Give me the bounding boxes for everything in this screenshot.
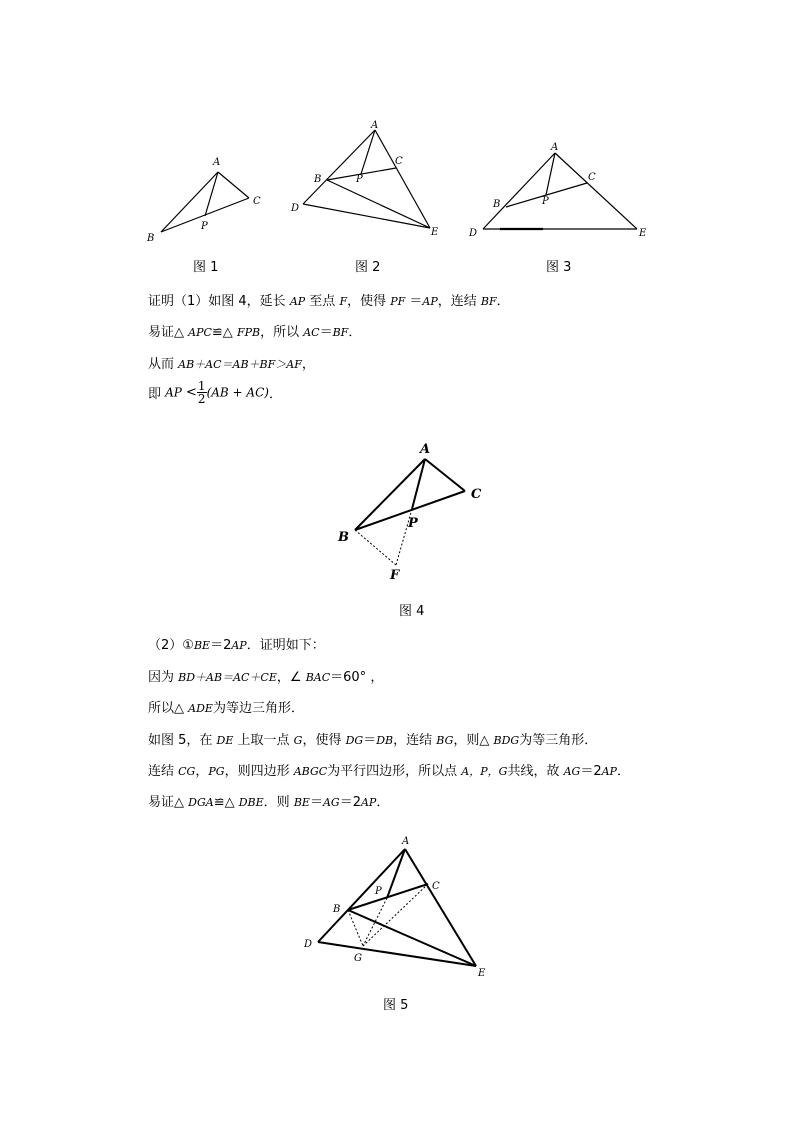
math-var: BDG xyxy=(493,734,520,747)
point-label-G: G xyxy=(354,953,362,964)
math-var: ABGC xyxy=(293,765,328,778)
point-label-P: P xyxy=(356,174,363,185)
proof2-line6 xyxy=(148,791,389,810)
text: ，使得 xyxy=(302,733,346,748)
segment-AP xyxy=(546,153,555,195)
math-var: BG xyxy=(436,734,454,747)
text: ＝ xyxy=(363,733,377,748)
text: ． xyxy=(376,795,390,810)
text: ＝2 xyxy=(339,795,361,810)
segment-AP xyxy=(387,849,405,898)
math-var: AG xyxy=(563,765,581,778)
segment-BF-dotted xyxy=(355,530,396,565)
text: ． xyxy=(268,387,282,402)
text: 连结 xyxy=(148,764,179,779)
math-var: DBE xyxy=(238,796,264,809)
point-label-A: A xyxy=(213,157,221,168)
text: ≌△ xyxy=(213,795,239,810)
point-label-A: A xyxy=(551,142,559,153)
segment-AC xyxy=(425,459,465,491)
math-var: BAC xyxy=(305,671,331,684)
text: 上取一点 xyxy=(233,733,294,748)
point-label-D: D xyxy=(291,203,300,214)
figure-2-diagram xyxy=(285,118,445,243)
text: ．则 xyxy=(263,795,294,810)
text: ，所以 xyxy=(260,325,304,340)
proof2-line5 xyxy=(148,760,630,779)
math-var: DE xyxy=(216,734,234,747)
math-expression: BD＋AB＝AC＋CE xyxy=(178,671,277,684)
text: ，则四边形 xyxy=(224,764,294,779)
point-label-A: A xyxy=(371,120,379,131)
text: ． xyxy=(348,325,362,340)
figure-1-caption: 图 1 xyxy=(193,260,219,275)
segment-CG-dotted xyxy=(363,884,428,946)
point-label-B: B xyxy=(333,904,341,915)
text: ． xyxy=(616,764,630,779)
point-label-B: B xyxy=(493,199,501,210)
figure-4-diagram xyxy=(330,437,490,587)
math-var: F xyxy=(339,295,348,308)
proof2-line1 xyxy=(148,634,325,653)
proof1-line2 xyxy=(148,321,361,340)
figure-3 xyxy=(465,138,655,243)
math-var: AP xyxy=(289,295,306,308)
math-var: ADE xyxy=(188,702,213,715)
text: ＝2 xyxy=(580,764,602,779)
point-label-C: C xyxy=(432,881,440,892)
text: ，连结 xyxy=(437,294,481,309)
figure-4 xyxy=(330,437,490,587)
segment-DE xyxy=(318,942,476,966)
proof2-line4 xyxy=(148,729,597,748)
point-label-A: A xyxy=(402,836,410,847)
fraction-numerator: 1 xyxy=(197,379,206,393)
figure-2 xyxy=(285,118,445,243)
point-label-F: F xyxy=(390,568,400,583)
figure-3-caption: 图 3 xyxy=(546,260,572,275)
figure-3-diagram xyxy=(465,138,655,243)
point-label-E: E xyxy=(431,227,439,238)
text: ， xyxy=(195,764,209,779)
proof1-line3 xyxy=(148,353,315,372)
point-label-D: D xyxy=(304,939,313,950)
text: ，∠ xyxy=(276,670,306,685)
text: （2）① xyxy=(148,638,194,653)
math-var: BE xyxy=(293,796,310,809)
math-var: BF xyxy=(332,326,349,339)
math-var: PF xyxy=(390,295,406,308)
math-var: PG xyxy=(208,765,225,778)
segment-AC xyxy=(218,172,249,198)
figure-5 xyxy=(298,828,498,988)
point-label-B: B xyxy=(314,174,322,185)
figure-2-caption: 图 2 xyxy=(355,260,381,275)
text: 易证△ xyxy=(148,325,189,340)
segment-AD xyxy=(303,130,375,204)
fraction-one-half xyxy=(197,380,207,405)
point-label-B: B xyxy=(338,530,349,545)
math-var: CG xyxy=(178,765,196,778)
text: 易证△ xyxy=(148,795,189,810)
segment-AE xyxy=(405,849,476,966)
text: 如图 5，在 xyxy=(148,733,217,748)
text: ＝ xyxy=(319,325,333,340)
segment-DE xyxy=(303,204,430,228)
math-var: AC xyxy=(303,326,320,339)
math-var: FPB xyxy=(236,326,261,339)
text: 从而 xyxy=(148,357,179,372)
math-var: G xyxy=(293,734,303,747)
point-label-P: P xyxy=(408,516,418,531)
point-label-P: P xyxy=(375,886,382,897)
point-label-C: C xyxy=(253,196,261,207)
text: 为平行四边形，所以点 xyxy=(327,764,462,779)
math-var: BF xyxy=(480,295,497,308)
text: ＝ xyxy=(405,294,423,309)
math-expression: (AB + AC) xyxy=(206,385,269,400)
text: ．证明如下： xyxy=(246,638,325,653)
math-var: A，P，G xyxy=(461,765,508,778)
point-label-A: A xyxy=(420,442,431,457)
text: ． xyxy=(496,294,510,309)
text: 即 xyxy=(148,387,166,402)
math-expression: AB＋AC＝AB＋BF＞AF xyxy=(178,358,302,371)
figure-1 xyxy=(140,150,270,250)
text: 因为 xyxy=(148,670,179,685)
point-label-C: C xyxy=(588,172,596,183)
text: ， xyxy=(301,357,315,372)
figure-1-diagram xyxy=(140,150,270,250)
math-var: AP xyxy=(165,385,182,400)
text: ，则△ xyxy=(453,733,494,748)
text: ≌△ xyxy=(211,325,237,340)
text: ＝60° ， xyxy=(330,670,384,685)
proof1-line1 xyxy=(148,290,510,309)
math-var: DGA xyxy=(188,796,214,809)
text: ＝ xyxy=(309,795,323,810)
proof2-line3 xyxy=(148,697,304,716)
text: 共线，故 xyxy=(507,764,564,779)
text: 为等三角形． xyxy=(519,733,598,748)
point-label-B: B xyxy=(147,233,155,244)
segment-AE xyxy=(555,153,637,229)
point-label-C: C xyxy=(395,156,403,167)
point-label-P: P xyxy=(542,196,549,207)
proof1-line4 xyxy=(148,380,282,405)
proof2-line2 xyxy=(148,666,383,685)
figure-5-caption: 图 5 xyxy=(383,998,409,1013)
text: 为等边三角形． xyxy=(212,701,304,716)
math-var: AP xyxy=(422,295,438,308)
point-label-E: E xyxy=(639,228,647,239)
math-var: BE xyxy=(193,639,211,652)
point-label-P: P xyxy=(201,221,208,232)
figure-5-diagram xyxy=(298,828,498,988)
math-var: AG xyxy=(322,796,340,809)
math-var: APC xyxy=(188,326,212,339)
point-label-E: E xyxy=(478,968,486,979)
math-var: DB xyxy=(376,734,394,747)
point-label-C: C xyxy=(471,487,482,502)
point-label-D: D xyxy=(469,228,478,239)
text: ，连结 xyxy=(393,733,437,748)
math-var: AP xyxy=(601,765,617,778)
text: ＝2 xyxy=(210,638,232,653)
math-var: AP xyxy=(231,639,247,652)
segment-AD xyxy=(483,153,555,229)
segment-BE xyxy=(327,180,430,228)
figure-4-caption: 图 4 xyxy=(399,604,425,619)
math-var: DG xyxy=(345,734,364,747)
text: 所以△ xyxy=(148,701,189,716)
fraction-denominator: 2 xyxy=(197,392,206,406)
math-var: AP xyxy=(360,796,377,809)
text: 至点 xyxy=(305,294,340,309)
less-than-sign: < xyxy=(181,385,197,400)
text: 证明（1）如图 4，延长 xyxy=(148,294,290,309)
segment-AE xyxy=(375,130,430,228)
text: ，使得 xyxy=(347,294,391,309)
